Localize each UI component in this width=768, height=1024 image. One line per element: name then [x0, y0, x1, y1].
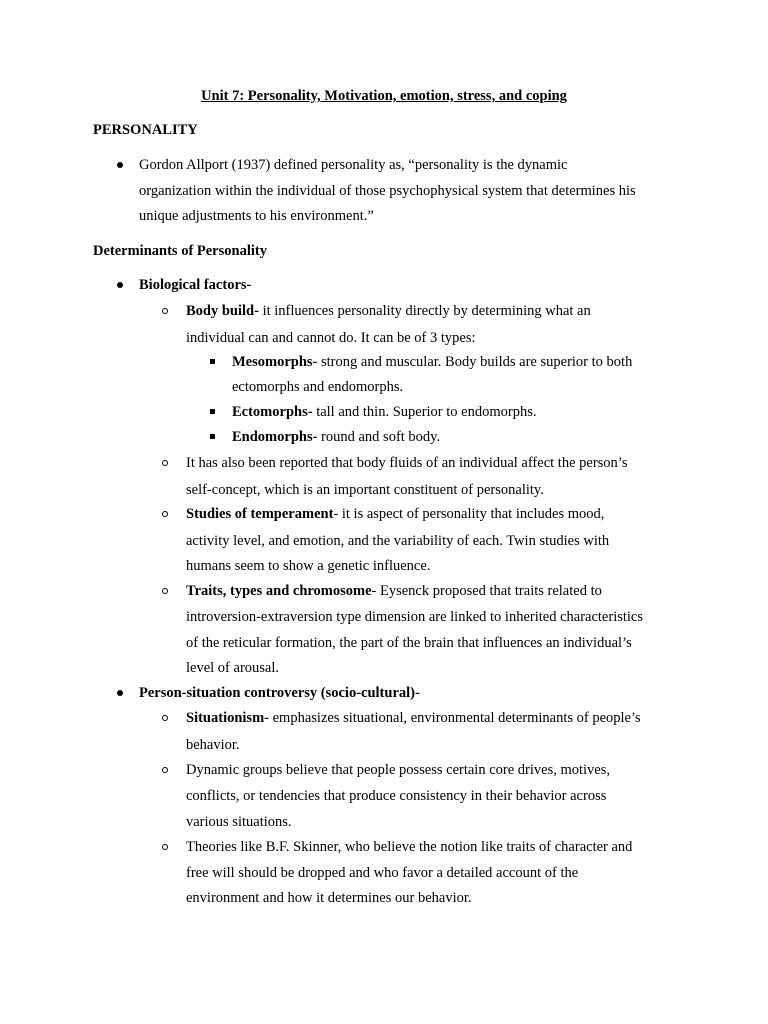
- body-fluids-line-1: It has also been reported that body fluids of an individual affect the person’s: [186, 455, 628, 471]
- traits-line-1: Traits, types and chromosome- Eysenck proposed that traits related to: [186, 583, 602, 599]
- circle-bullet-icon: [162, 308, 168, 314]
- section-heading-determinants: Determinants of Personality: [93, 243, 267, 259]
- bullet-icon: [117, 282, 123, 288]
- dynamic-groups-line-3: various situations.: [186, 814, 292, 830]
- square-bullet-icon: [210, 409, 215, 414]
- bullet-icon: [117, 162, 123, 168]
- temperament-line-2: activity level, and emotion, and the variability of each. Twin studies with: [186, 533, 610, 549]
- circle-bullet-icon: [162, 844, 168, 850]
- skinner-line-2: free will should be dropped and who favor a detailed account of the: [186, 865, 579, 881]
- allport-line-1: Gordon Allport (1937) defined personality as, “personality is the dynamic: [139, 157, 568, 173]
- circle-bullet-icon: [162, 588, 168, 594]
- traits-line-4: level of arousal.: [186, 660, 280, 676]
- mesomorphs-line-1: Mesomorphs- strong and muscular. Body builds are superior to both: [232, 354, 633, 370]
- traits-line-3: of the reticular formation, the part of the brain that influences an individual’s: [186, 635, 632, 651]
- body-build-line-1: Body build- it influences personality directly by determining what an: [186, 303, 591, 319]
- section-heading-personality: PERSONALITY: [93, 122, 198, 138]
- circle-bullet-icon: [162, 715, 168, 721]
- situationism-line-1: Situationism- emphasizes situational, environmental determinants of people’s: [186, 710, 641, 726]
- skinner-line-1: Theories like B.F. Skinner, who believe the notion like traits of character and: [186, 839, 633, 855]
- body-fluids-line-2: self-concept, which is an important constituent of personality.: [186, 482, 544, 498]
- biological-factors-label: Biological factors-: [139, 277, 252, 293]
- dynamic-groups-line-2: conflicts, or tendencies that produce consistency in their behavior across: [186, 788, 607, 804]
- page-title: Unit 7: Personality, Motivation, emotion, stress, and coping: [201, 88, 567, 104]
- mesomorphs-line-2: ectomorphs and endomorphs.: [232, 379, 404, 395]
- traits-line-2: introversion-extraversion type dimension are linked to inherited characteristics: [186, 609, 643, 625]
- allport-line-2: organization within the individual of those psychophysical system that determines his: [139, 183, 636, 199]
- temperament-line-1: Studies of temperament- it is aspect of personality that includes mood,: [186, 506, 605, 522]
- bullet-icon: [117, 690, 123, 696]
- skinner-line-3: environment and how it determines our behavior.: [186, 890, 472, 906]
- dynamic-groups-line-1: Dynamic groups believe that people possess certain core drives, motives,: [186, 762, 611, 778]
- ectomorphs-line: Ectomorphs- tall and thin. Superior to endomorphs.: [232, 404, 537, 420]
- circle-bullet-icon: [162, 767, 168, 773]
- endomorphs-line: Endomorphs- round and soft body.: [232, 429, 441, 445]
- circle-bullet-icon: [162, 511, 168, 517]
- square-bullet-icon: [210, 359, 215, 364]
- square-bullet-icon: [210, 434, 215, 439]
- person-situation-label: Person-situation controversy (socio-cultural)-: [139, 685, 420, 701]
- circle-bullet-icon: [162, 460, 168, 466]
- temperament-line-3: humans seem to show a genetic influence.: [186, 558, 431, 574]
- situationism-line-2: behavior.: [186, 737, 240, 753]
- allport-line-3: unique adjustments to his environment.”: [139, 208, 374, 224]
- body-build-line-2: individual can and cannot do. It can be of 3 types:: [186, 330, 476, 346]
